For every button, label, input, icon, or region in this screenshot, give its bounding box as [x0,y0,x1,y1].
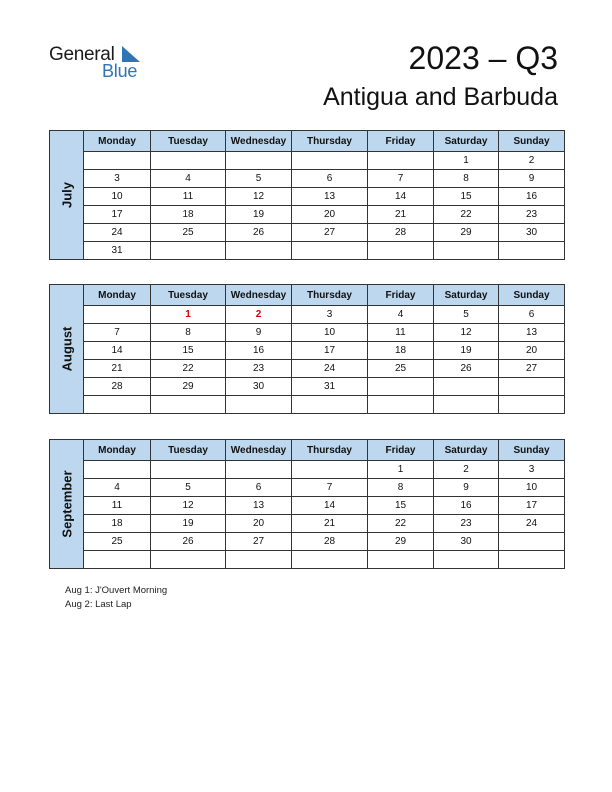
day-cell: 9 [499,170,565,188]
day-cell [226,551,292,569]
week-row [50,206,565,224]
day-cell: 1 [368,461,434,479]
week-row [50,479,565,497]
day-cell: 2 [499,152,565,170]
day-cell: 7 [292,479,368,497]
page-title: 2023 – Q3 [408,40,558,76]
day-cell: 25 [368,360,434,378]
day-cell: 30 [434,533,499,551]
week-row [50,324,565,342]
day-cell: 6 [499,306,565,324]
day-cell: 18 [151,206,226,224]
day-cell: 15 [368,497,434,515]
day-cell: 16 [434,497,499,515]
day-cell: 1 [151,306,226,324]
month-calendar-august [49,284,564,414]
day-cell: 3 [84,170,151,188]
day-cell: 10 [84,188,151,206]
day-cell: 6 [292,170,368,188]
weekday-header: Friday [368,131,434,152]
weekday-header: Monday [84,131,151,152]
day-cell [226,152,292,170]
week-row [50,342,565,360]
day-cell [434,551,499,569]
day-cell [151,152,226,170]
day-cell [368,551,434,569]
day-cell [499,551,565,569]
month-name [50,440,84,569]
day-cell [84,152,151,170]
day-cell [226,396,292,414]
day-cell [499,396,565,414]
weekday-header: Friday [368,440,434,461]
holiday-note: Aug 2: Last Lap [65,599,132,610]
logo-blue-text: Blue [102,61,138,81]
day-cell [499,533,565,551]
weekday-header: Friday [368,285,434,306]
day-cell: 14 [84,342,151,360]
day-cell [368,378,434,396]
day-cell: 19 [226,206,292,224]
day-cell: 21 [368,206,434,224]
day-cell: 29 [151,378,226,396]
day-cell: 17 [84,206,151,224]
day-cell: 10 [499,479,565,497]
day-cell [434,378,499,396]
weekday-header: Sunday [499,285,565,306]
generalblue-logo [49,44,149,84]
month-name [50,131,84,260]
month-name-label: July [59,181,74,209]
day-cell: 1 [434,152,499,170]
day-cell: 2 [434,461,499,479]
week-row [50,533,565,551]
day-cell: 15 [434,188,499,206]
day-cell: 18 [84,515,151,533]
day-cell: 29 [368,533,434,551]
day-cell [151,461,226,479]
day-cell [151,242,226,260]
week-row [50,242,565,260]
day-cell: 28 [292,533,368,551]
month-calendar-september [49,439,564,569]
day-cell [292,551,368,569]
day-cell: 23 [226,360,292,378]
day-cell: 26 [151,533,226,551]
day-cell: 31 [292,378,368,396]
weekday-header: Monday [84,440,151,461]
weekday-header: Wednesday [226,285,292,306]
day-cell: 13 [499,324,565,342]
weekday-header: Sunday [499,440,565,461]
day-cell: 5 [226,170,292,188]
day-cell: 22 [434,206,499,224]
day-cell: 27 [499,360,565,378]
day-cell: 31 [84,242,151,260]
day-cell: 11 [84,497,151,515]
day-cell: 21 [84,360,151,378]
weekday-header: Thursday [292,285,368,306]
day-cell: 12 [226,188,292,206]
day-cell [292,461,368,479]
day-cell [151,396,226,414]
weekday-header: Monday [84,285,151,306]
week-row [50,224,565,242]
day-cell: 14 [292,497,368,515]
weekday-header: Thursday [292,131,368,152]
day-cell: 15 [151,342,226,360]
day-cell: 26 [226,224,292,242]
weekday-header: Saturday [434,440,499,461]
day-cell [84,551,151,569]
day-cell: 11 [368,324,434,342]
day-cell [292,396,368,414]
logo-flag-icon [122,46,140,62]
day-cell: 14 [368,188,434,206]
week-row [50,306,565,324]
holiday-notes [65,584,167,612]
day-cell: 23 [499,206,565,224]
day-cell: 10 [292,324,368,342]
day-cell: 5 [151,479,226,497]
weekday-header: Thursday [292,440,368,461]
week-row [50,396,565,414]
day-cell: 7 [84,324,151,342]
day-cell: 3 [292,306,368,324]
month-name [50,285,84,414]
week-row [50,378,565,396]
day-cell: 5 [434,306,499,324]
day-cell [151,551,226,569]
day-cell [84,461,151,479]
day-cell: 26 [434,360,499,378]
day-cell [226,461,292,479]
week-row [50,188,565,206]
day-cell: 13 [226,497,292,515]
month-calendar-july [49,130,564,260]
day-cell [226,242,292,260]
day-cell: 22 [368,515,434,533]
day-cell: 24 [292,360,368,378]
weekday-header: Tuesday [151,440,226,461]
day-cell: 2 [226,306,292,324]
day-cell: 6 [226,479,292,497]
day-cell: 25 [151,224,226,242]
weekday-header: Wednesday [226,440,292,461]
weekday-header: Tuesday [151,285,226,306]
day-cell [499,378,565,396]
day-cell [84,396,151,414]
day-cell: 9 [434,479,499,497]
day-cell: 11 [151,188,226,206]
day-cell: 16 [226,342,292,360]
month-name-label: September [59,470,74,538]
day-cell: 30 [226,378,292,396]
day-cell [84,306,151,324]
day-cell: 8 [434,170,499,188]
day-cell: 20 [499,342,565,360]
day-cell: 4 [368,306,434,324]
week-row [50,461,565,479]
week-row [50,152,565,170]
day-cell: 4 [151,170,226,188]
day-cell: 22 [151,360,226,378]
week-row [50,515,565,533]
day-cell: 17 [292,342,368,360]
logo-general-text: General [49,44,115,65]
weekday-header: Saturday [434,285,499,306]
day-cell: 7 [368,170,434,188]
day-cell: 21 [292,515,368,533]
day-cell: 28 [368,224,434,242]
day-cell [499,242,565,260]
weekday-header: Sunday [499,131,565,152]
day-cell [368,152,434,170]
day-cell: 29 [434,224,499,242]
day-cell: 30 [499,224,565,242]
day-cell [434,242,499,260]
day-cell: 13 [292,188,368,206]
day-cell: 19 [434,342,499,360]
day-cell: 28 [84,378,151,396]
day-cell: 18 [368,342,434,360]
day-cell: 12 [151,497,226,515]
day-cell: 20 [226,515,292,533]
day-cell: 24 [84,224,151,242]
day-cell: 3 [499,461,565,479]
month-name-label: August [59,326,74,372]
holiday-note: Aug 1: J'Ouvert Morning [65,585,168,596]
day-cell: 9 [226,324,292,342]
day-cell [292,242,368,260]
day-cell: 20 [292,206,368,224]
day-cell [368,242,434,260]
day-cell: 27 [292,224,368,242]
day-cell: 25 [84,533,151,551]
week-row [50,170,565,188]
weekday-header: Tuesday [151,131,226,152]
day-cell [434,396,499,414]
day-cell: 8 [368,479,434,497]
day-cell: 17 [499,497,565,515]
day-cell: 16 [499,188,565,206]
country-name: Antigua and Barbuda [323,83,558,111]
day-cell: 23 [434,515,499,533]
day-cell: 24 [499,515,565,533]
week-row [50,497,565,515]
day-cell: 4 [84,479,151,497]
day-cell: 12 [434,324,499,342]
week-row [50,360,565,378]
weekday-header: Wednesday [226,131,292,152]
week-row [50,551,565,569]
day-cell [292,152,368,170]
day-cell: 8 [151,324,226,342]
weekday-header: Saturday [434,131,499,152]
day-cell: 27 [226,533,292,551]
day-cell [368,396,434,414]
day-cell: 19 [151,515,226,533]
